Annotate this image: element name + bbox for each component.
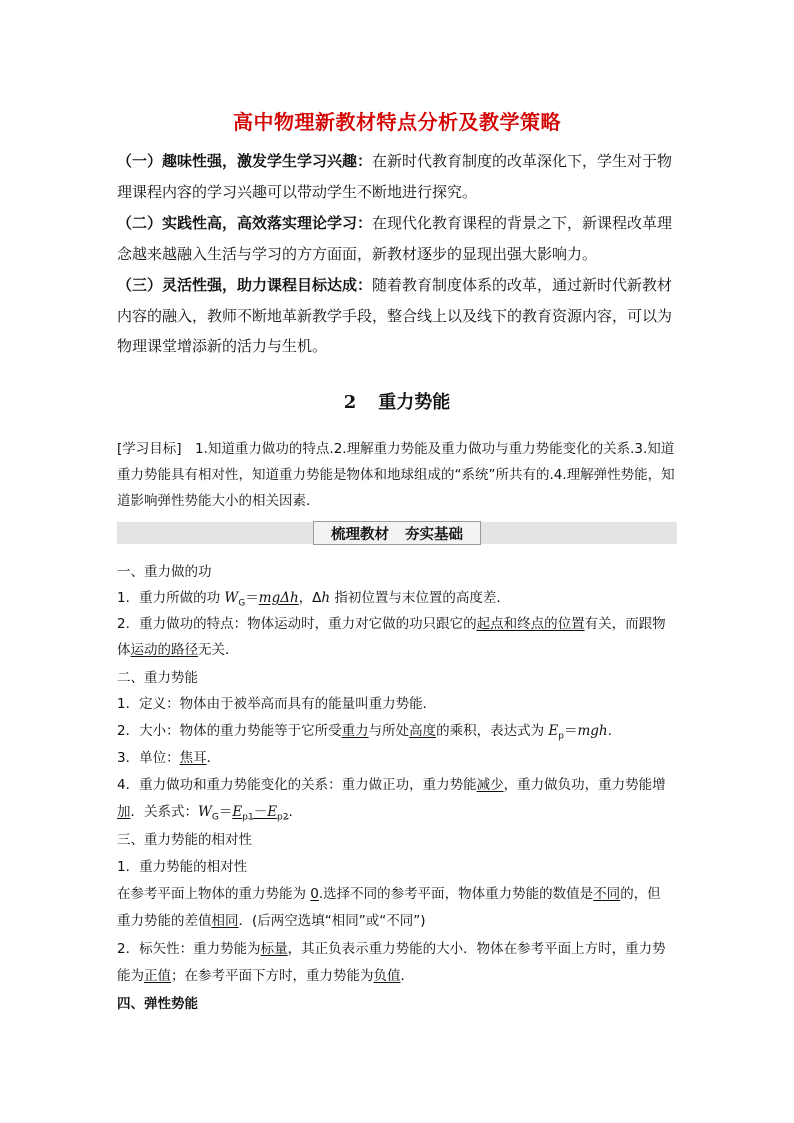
blank-answer: 减少 — [476, 777, 504, 793]
section-heading — [0, 388, 794, 414]
feature-paragraph-2 — [117, 208, 679, 269]
feature-text: 在现代化教育课程的背景之下，新课程改革理念越来越融入生活与学习的方方面面，新教材逐步的显现出强大影响力。 — [117, 214, 673, 263]
blank-answer: 高度 — [409, 723, 437, 739]
blank-answer: 加 — [117, 804, 131, 820]
blank-answer: 相同 — [211, 913, 239, 929]
blank-answer: 不同 — [593, 886, 621, 902]
banner-label — [313, 521, 481, 545]
page-title: 高中物理新教材特点分析及教学策略 — [233, 110, 561, 134]
blank-answer: 正值 — [144, 968, 171, 984]
text-line: 2．大小：物体的重力势能等于它所受重力与所处高度的乘积，表达式为 $E_p=mgh$. — [117, 723, 612, 742]
banner-left-text: 梳理教材 — [331, 526, 389, 543]
banner-right-text: 夯实基础 — [405, 526, 463, 543]
feature-text: 在新时代教育制度的改革深化下，学生对于物理课程内容的学习兴趣可以带动学生不断地进行探究。 — [117, 152, 673, 201]
feature-paragraph-1 — [117, 146, 679, 207]
text-line: 1．重力所做的功 $W_G=mg\Delta h$，Δh 指初位置与末位置的高度差． — [117, 590, 510, 609]
text-line: 3．单位：焦耳． — [117, 750, 221, 766]
subheading-potential-energy: 二、重力势能 — [117, 670, 198, 686]
learning-goals: [学习目标] 1.知道重力做功的特点.2.理解重力势能及重力做功与重力势能变化的关系.3.知道重力势能具有相对性，知道重力势能是物体和地球组成的“系统”所共有的.4.理解弹性势能，知道影响弹性势能大小的相关因素． — [117, 441, 675, 509]
subheading-work: 一、重力做的功 — [117, 564, 212, 580]
feature-text: 随着教育制度体系的改革，通过新时代新教材内容的融入，教师不断地革新教学手段，整合线上以及线下的教育资源内容，可以为物理课堂增添新的活力与生机。 — [117, 276, 673, 355]
text-line: 加．关系式：$W_G=E_{p1}-E_{p2}$. — [117, 804, 293, 823]
subheading-elastic: 四、弹性势能 — [117, 996, 198, 1012]
text-line: 重力势能的差值相同．(后两空选填“相同”或“不同”) — [117, 913, 426, 929]
blank-answer: 0 — [310, 886, 319, 902]
blank-answer: 焦耳 — [179, 750, 207, 766]
blank-answer: 起点和终点的位置 — [476, 616, 585, 632]
blank-answer: 重力 — [341, 723, 369, 739]
blank-answer: 运动的路径 — [130, 642, 198, 658]
blank-answer: 标量 — [260, 941, 288, 957]
feature-lead: （二）实践性高，高效落实理论学习： — [117, 214, 373, 232]
subheading-relativity: 三、重力势能的相对性 — [117, 832, 252, 848]
text-line: 在参考平面上物体的重力势能为 0.选择不同的参考平面，物体重力势能的数值是不同的，但 — [117, 886, 661, 902]
feature-lead: （三）灵活性强，助力课程目标达成： — [117, 276, 373, 294]
text-line: 1．重力势能的相对性 — [117, 859, 248, 875]
feature-lead: （一）趣味性强，激发学生学习兴趣： — [117, 152, 373, 170]
text-line: 1．定义：物体由于被举高而具有的能量叫重力势能． — [117, 696, 437, 712]
blank-answer: mgΔh — [258, 590, 299, 606]
text-line: 能为正值；在参考平面下方时，重力势能为负值． — [117, 968, 414, 984]
feature-paragraph-3 — [117, 270, 679, 362]
section-number: 2 — [343, 392, 357, 413]
section-title: 重力势能 — [378, 392, 451, 413]
text-line: 2．标矢性：重力势能为标量，其正负表示重力势能的大小．物体在参考平面上方时，重力势 — [117, 941, 666, 957]
text-line: 2．重力做功的特点：物体运动时，重力对它做的功只跟它的起点和终点的位置有关，而跟物 — [117, 616, 666, 632]
blank-answer: 负值 — [373, 968, 401, 984]
text-line: 体运动的路径无关． — [117, 642, 239, 658]
text-line: 4．重力做功和重力势能变化的关系：重力做正功，重力势能减少，重力做负功，重力势能增 — [117, 777, 666, 793]
